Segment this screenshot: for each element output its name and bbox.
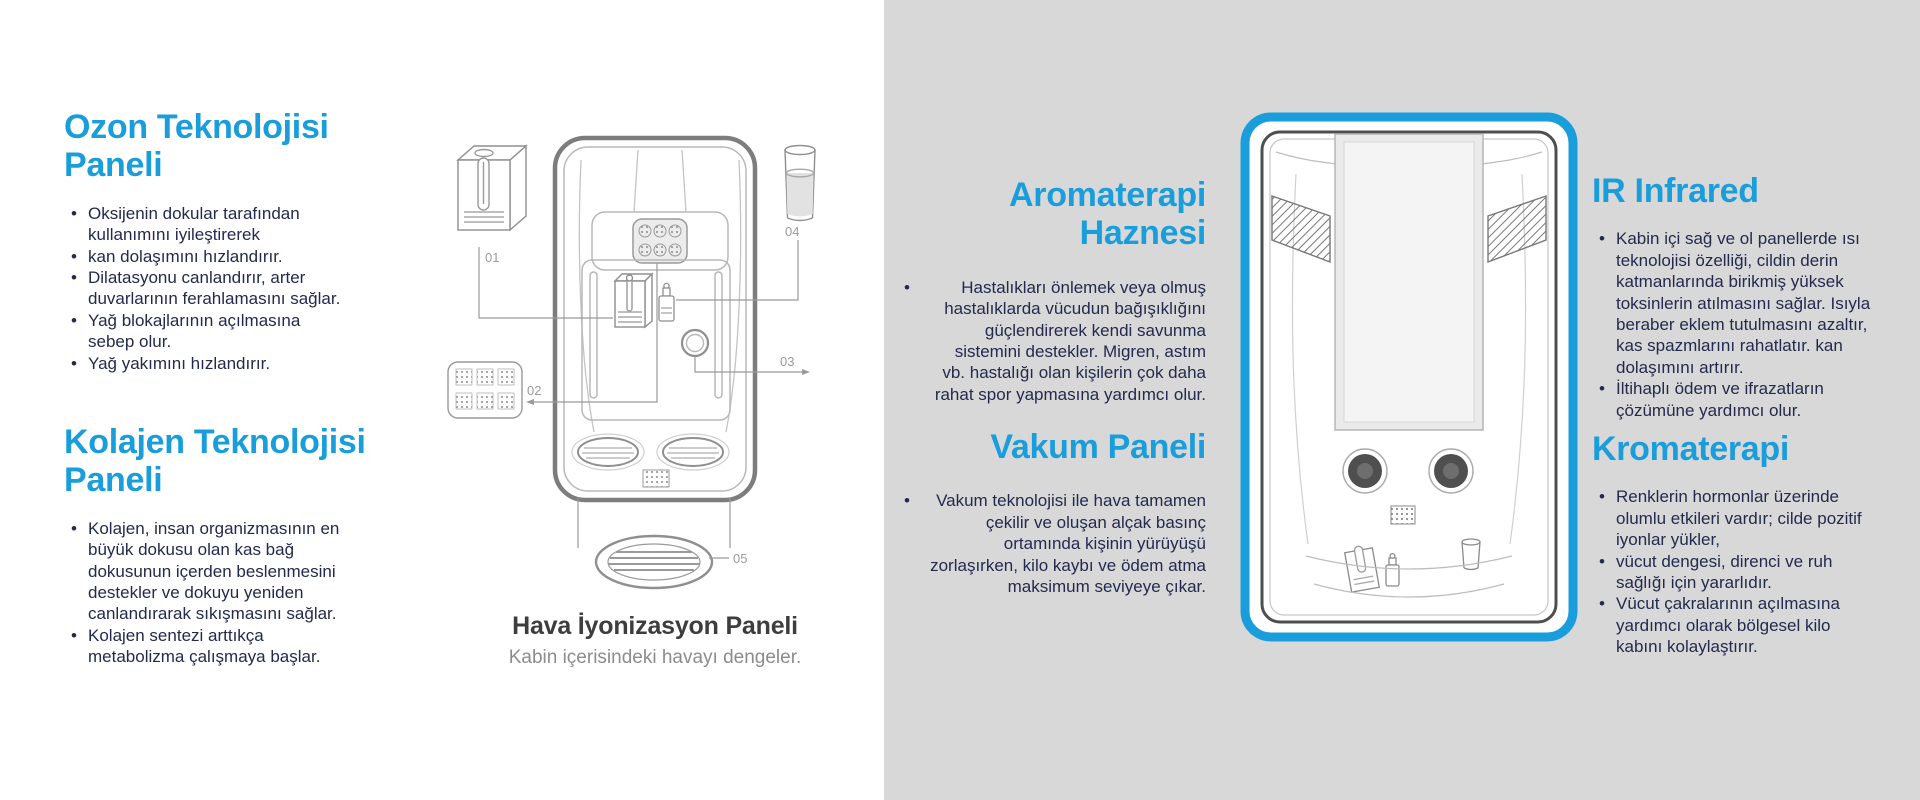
diagram-subcaption: Kabin içerisindeki havayı dengeler. — [508, 647, 802, 668]
device-knob — [682, 330, 708, 356]
bullet-item: • Yağ yakımını hızlandırır. — [64, 353, 349, 374]
bullet-item: • kan dolaşımını hızlandırır. — [64, 246, 349, 267]
bullet-text: Vakum teknolojisi ile hava tamamen çekilir ve oluşan alçak basınç ortamında kişinin yürüyüşü zorlaşırken, kilo kaybı ve ödem atma maksimum seviyeye çıkar. — [930, 491, 1206, 597]
aromaterapi-section — [904, 176, 1206, 405]
aroma-box-inside — [615, 274, 652, 327]
mirror-panel — [1335, 134, 1483, 430]
bullet-item: • Kolajen sentezi arttıkça metabolizma çalışmaya başlar. — [64, 625, 349, 668]
kromaterapi-section-title: Kromaterapi — [1592, 430, 1789, 468]
interior-keypad — [1391, 506, 1415, 524]
bullet-dot: • — [904, 277, 910, 297]
bullet-item: • Oksijenin dokular tarafından kullanımını iyileştirerek — [64, 203, 349, 246]
kromaterapi-bullet-list — [1592, 486, 1877, 657]
bullet-item: • vücut dengesi, direnci ve ruh sağlığı için yararlıdır. — [1592, 551, 1877, 594]
diagram-caption-block — [475, 612, 835, 669]
ozon-bullet-list — [64, 203, 349, 374]
ir-bullet-list — [1592, 228, 1877, 421]
kromaterapi-section — [1592, 430, 1897, 658]
kolajen-bullet-list — [64, 518, 349, 668]
ionizer-plate — [448, 362, 522, 418]
cabin-interior-diagram — [1240, 112, 1578, 642]
bullet-item: • Kolajen, insan organizmasının en büyük dokusu olan kas bağ dokusunun içerden beslenmesini destekler ve dokuyu yeniden canlandırarak sıkışmasını sağlar. — [64, 518, 349, 625]
bullet-item: • Kabin içi sağ ve ol panellerde ısı teknolojisi özelliği, cildin derin katmanlarında birikmiş yüksek toksinlerin atılmasını sağlar. Isıyla beraber eklem tutulmasını azaltır, kas spazmlarını rahatlatır. kan dolaşımını artırır. — [1592, 228, 1877, 378]
ozon-section — [64, 108, 426, 374]
label-04: 04 — [785, 224, 800, 239]
label-05: 05 — [733, 551, 748, 566]
bullet-dot: • — [904, 491, 910, 511]
aromaterapi-section-title: Aromaterapi Haznesi — [1009, 176, 1206, 253]
bullet-item: • Yağ blokajlarının açılmasına sebep olur. — [64, 310, 349, 353]
label-02: 02 — [527, 383, 542, 398]
aromaterapi-bullet — [904, 277, 1206, 405]
diagram-caption: Hava İyonizasyon Paneli — [512, 612, 798, 640]
kolajen-section — [64, 423, 426, 668]
ionization-panel-diagram — [430, 100, 850, 610]
kolajen-section-title: Kolajen Teknolojisi Paneli — [64, 423, 366, 500]
vakum-bullet — [904, 490, 1206, 597]
bullet-item: • Renklerin hormonlar üzerinde olumlu etkileri vardır; cilde pozitif iyonlar yükler, — [1592, 486, 1877, 550]
ozon-section-title: Ozon Teknolojisi Paneli — [64, 108, 329, 185]
ionizer-oval — [596, 536, 712, 588]
ir-infrared-section-title: IR Infrared — [1592, 172, 1759, 210]
water-glass — [785, 146, 815, 221]
bullet-text: Hastalıkları önlemek veya olmuş hastalıklarda vücudun bağışıklığını güçlendirerek kendi savunma sistemini destekler. Migren, astım vb. hastalığı olan kişilerin çok daha rahat spor yapmasına yardımcı olur. — [934, 277, 1206, 404]
bullet-item: • Vücut çakralarının açılmasına yardımcı olarak bölgesel kilo kabını kolaylaştırır. — [1592, 593, 1877, 657]
label-01: 01 — [485, 250, 500, 265]
aroma-cartridge-box — [458, 146, 526, 230]
device-outline — [555, 138, 755, 500]
vakum-section-title: Vakum Paneli — [990, 428, 1206, 466]
bullet-item: • Dilatasyonu canlandırır, arter duvarlarının ferahlamasını sağlar. — [64, 267, 349, 310]
label-03: 03 — [780, 354, 795, 369]
bullet-item: • İltihaplı ödem ve ifrazatların çözümüne yardımcı olur. — [1592, 378, 1877, 421]
ir-infrared-section — [1592, 172, 1897, 421]
vakum-section — [904, 428, 1206, 597]
